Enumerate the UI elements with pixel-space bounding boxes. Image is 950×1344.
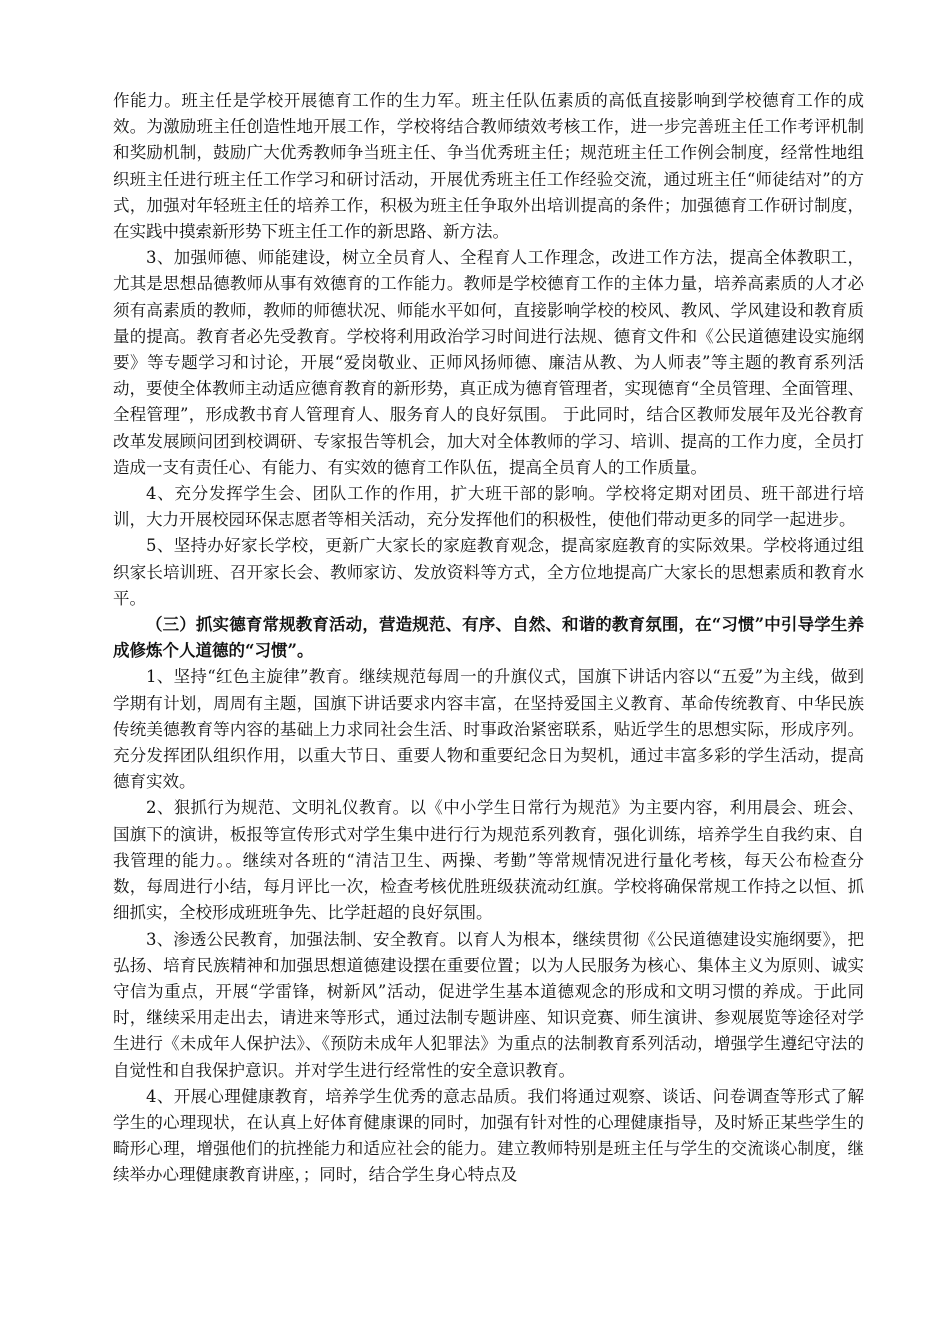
paragraph-class-teacher-work: 作能力。班主任是学校开展德育工作的生力军。班主任队伍素质的高低直接影响到学校德育工作的成效。为激励班主任创造性地开展工作，学校将结合教师绩效考核工作，进一步完善班主任工作考评机制和奖励机制，鼓励广大优秀教师争当班主任、争当优秀班主任；规范班主任工作例会制度，经常性地组织班主任进行班主任工作学习和研讨活动，开展优秀班主任工作经验交流，通过班主任“师徒结对”的方式，加强对年轻班主任的培养工作，积极为班主任争取外出培训提高的条件；加强德育工作研讨制度，在实践中摸索新形势下班主任工作的新思路、新方法。 (113, 91, 864, 242)
section-heading-routine-education: （三）抓实德育常规教育活动，营造规范、有序、自然、和谐的教育氛围，在“习惯”中引导学生养成修炼个人道德的“习惯”。 (113, 615, 864, 661)
paragraph-teacher-ethics: 3、加强师德、师能建设，树立全员育人、全程育人工作理念，改进工作方法，提高全体教职工，尤其是思想品德教师从事有效德育的工作能力。教师是学校德育工作的主体力量，培养高素质的人才必须有高素质的教师，教师的师德状况、师能水平如何，直接影响学校的校风、教风、学风建设和教育质量的提高。教育者必先受教育。学校将利用政治学习时间进行法规、德育文件和《公民道德建设实施纲要》等专题学习和讨论，开展“爱岗敬业、正师风扬师德、廉洁从教、为人师表”等主题的教育系列活动，要使全体教师主动适应德育教育的新形势，真正成为德育管理者，实现德育“全员管理、全面管理、全程管理”，形成教书育人管理育人、服务育人的良好氛围。 于此同时，结合区教师发展年及光谷教育改革发展顾问团到校调研、专家报告等机会，加大对全体教师的学习、培训、提高的工作力度，全员打造成一支有责任心、有能力、有实效的德育工作队伍，提高全员育人的工作质量。 (113, 248, 864, 477)
paragraph-behavior-norms: 2、狠抓行为规范、文明礼仪教育。以《中小学生日常行为规范》为主要内容，利用晨会、班会、国旗下的演讲，板报等宣传形式对学生集中进行行为规范系列教育，强化训练，培养学生自我约束、自我管理的能力。。继续对各班的“清洁卫生、两操、考勤”等常规情况进行量化考核，每天公布检查分数，每周进行小结，每月评比一次，检查考核优胜班级获流动红旗。学校将确保常规工作持之以恒、抓细抓实，全校形成班班争先、比学赶超的良好氛围。 (113, 798, 864, 923)
paragraph-student-union: 4、充分发挥学生会、团队工作的作用，扩大班干部的影响。学校将定期对团员、班干部进行培训，大力开展校园环保志愿者等相关活动，充分发挥他们的积极性，使他们带动更多的同学一起进步。 (113, 484, 864, 530)
document-body (113, 88, 864, 1189)
paragraph-red-theme-education: 1、坚持“红色主旋律”教育。继续规范每周一的升旗仪式，国旗下讲话内容以“五爱”为主线，做到学期有计划，周周有主题，国旗下讲话要求内容丰富，在坚持爱国主义教育、革命传统教育、中华民族传统美德教育等内容的基础上力求同社会生活、时事政治紧密联系，贴近学生的思想实际，形成序列。充分发挥团队组织作用，以重大节日、重要人物和重要纪念日为契机，通过丰富多彩的学生活动，提高德育实效。 (113, 667, 864, 792)
paragraph-citizen-law-safety: 3、渗透公民教育，加强法制、安全教育。以育人为根本，继续贯彻《公民道德建设实施纲要》，把弘扬、培育民族精神和加强思想道德建设摆在重要位置；以为人民服务为核心、集体主义为原则、诚实守信为重点，开展“学雷锋，树新风”活动，促进学生基本道德观念的形成和文明习惯的养成。于此同时，继续采用走出去，请进来等形式，通过法制专题讲座、知识竞赛、师生演讲、参观展览等途径对学生进行《未成年人保护法》、《预防未成年人犯罪法》为重点的法制教育系列活动，增强学生遵纪守法的自觉性和自我保护意识。并对学生进行经常性的安全意识教育。 (113, 929, 864, 1080)
paragraph-parent-school: 5、坚持办好家长学校，更新广大家长的家庭教育观念，提高家庭教育的实际效果。学校将通过组织家长培训班、召开家长会、教师家访、发放资料等方式，全方位地提高广大家长的思想素质和教育水平。 (113, 536, 864, 608)
paragraph-mental-health: 4、开展心理健康教育，培养学生优秀的意志品质。我们将通过观察、谈话、问卷调查等形式了解学生的心理现状，在认真上好体育健康课的同时，加强有针对性的心理健康指导，及时矫正某些学生的畸形心理，增强他们的抗挫能力和适应社会的能力。建立教师特别是班主任与学生的交流谈心制度，继续举办心理健康教育讲座，；同时，结合学生身心特点及 (113, 1086, 864, 1185)
